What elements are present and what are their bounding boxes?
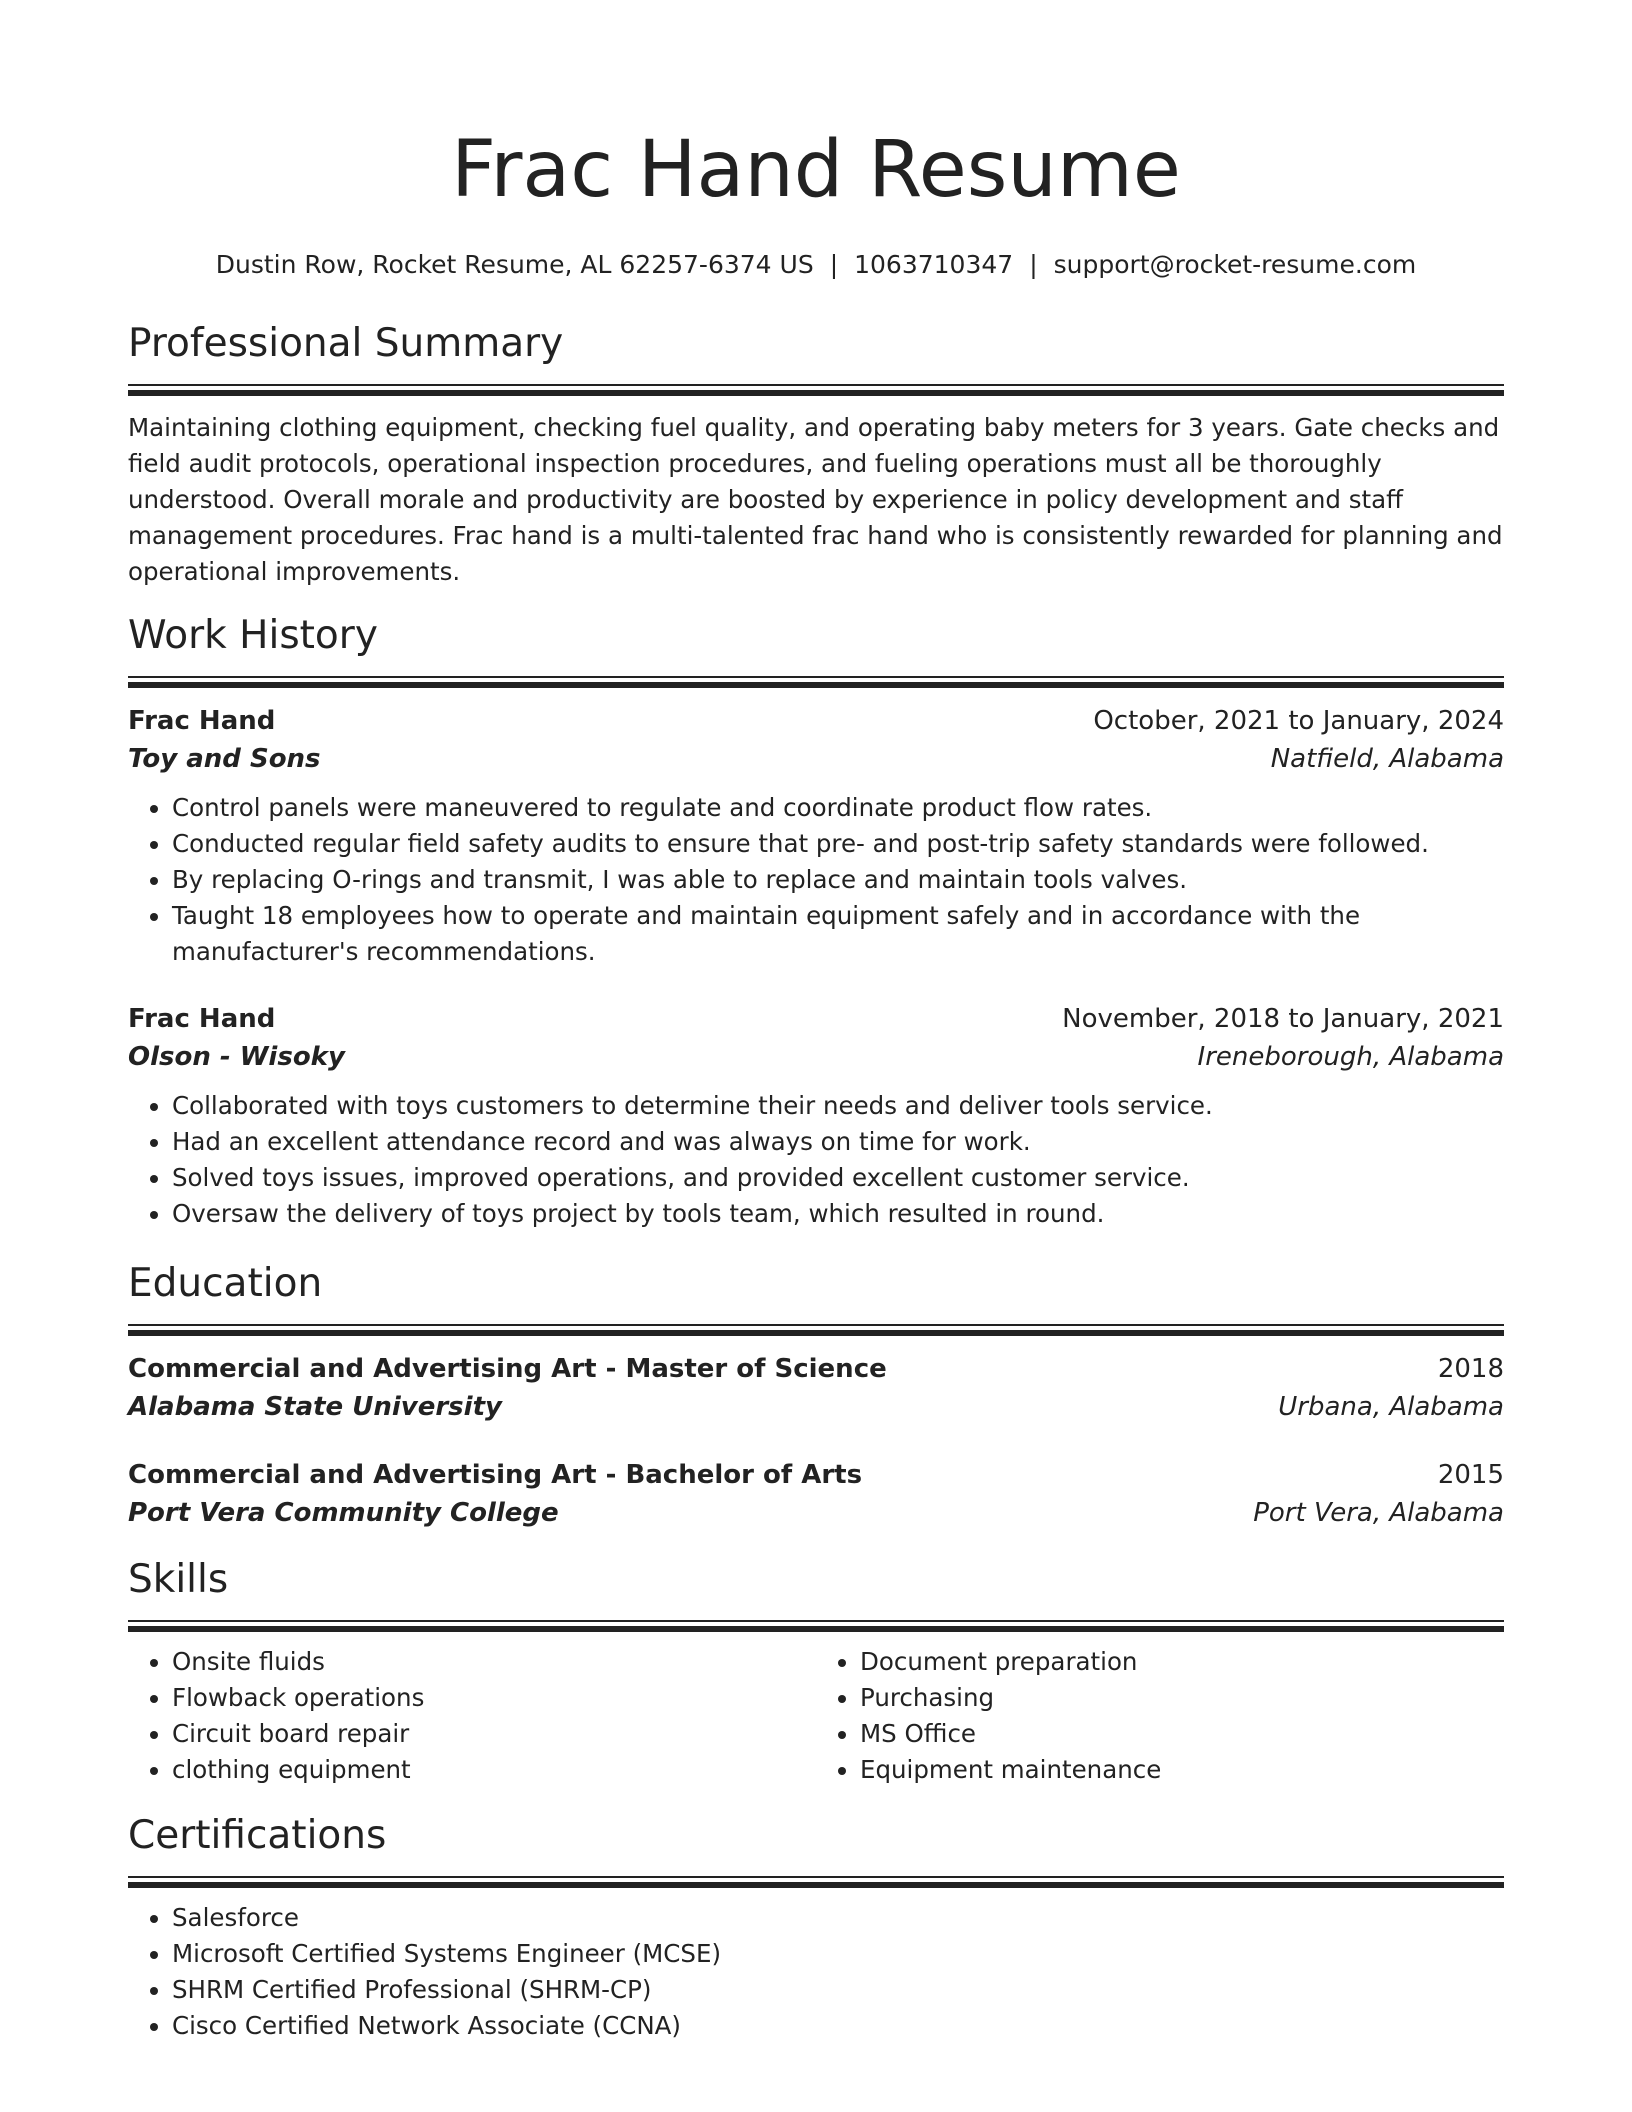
section-heading: Skills [128,1557,229,1602]
contact-phone: 1063710347 [854,250,1014,279]
list-item: • Cisco Certified Network Associate (CCNA) [172,2008,1504,2044]
skills-columns [128,1644,1504,1788]
education-degree: Commercial and Advertising Art - Master of Science [128,1354,887,1384]
list-item: • By replacing O-rings and transmit, I was able to replace and maintain tools valves. [172,862,1504,898]
list-item: • Flowback operations [172,1680,816,1716]
list-item: • Control panels were maneuvered to regulate and coordinate product flow rates. [172,790,1504,826]
education-school: Port Vera Community College [128,1498,559,1528]
certifications-list [128,1900,1504,2044]
education-degree: Commercial and Advertising Art - Bachelor of Arts [128,1460,863,1490]
job-location: Natfield, Alabama [1270,744,1504,774]
job-title: Frac Hand [128,1004,276,1034]
list-item: • Onsite fluids [172,1644,816,1680]
job-title: Frac Hand [128,706,276,736]
job-bullets [128,790,1504,970]
list-item: • Conducted regular field safety audits to ensure that pre- and post-trip safety standards were followed. [172,826,1504,862]
contact-line [128,248,1504,282]
job-company: Olson - Wisoky [128,1042,345,1072]
education-school: Alabama State University [128,1392,502,1422]
section-divider [128,1876,1504,1888]
skills-list-left [128,1644,816,1788]
certifications-section [128,1810,1504,2044]
list-item: • Circuit board repair [172,1716,816,1752]
section-divider [128,676,1504,688]
education-location: Urbana, Alabama [1278,1392,1504,1422]
list-item: • Microsoft Certified Systems Engineer (MCSE) [172,1936,1504,1972]
skills-list-right [816,1644,1504,1788]
education-year: 2018 [1437,1354,1504,1384]
skills-section [128,1554,1504,1788]
job-dates: October, 2021 to January, 2024 [1093,706,1504,736]
education-entry [128,1350,1504,1426]
section-divider [128,384,1504,396]
contact-email[interactable]: support@rocket-resume.com [1053,250,1417,279]
education-entry [128,1456,1504,1532]
list-item: • Purchasing [860,1680,1504,1716]
list-item: • SHRM Certified Professional (SHRM-CP) [172,1972,1504,2008]
section-heading: Education [128,1261,323,1306]
list-item: • Document preparation [860,1644,1504,1680]
list-item: • Oversaw the delivery of toys project by tools team, which resulted in round. [172,1196,1504,1232]
list-item: • Solved toys issues, improved operations, and provided excellent customer service. [172,1160,1504,1196]
contact-address: Dustin Row, Rocket Resume, AL 62257-6374 US [215,250,814,279]
list-item: • Equipment maintenance [860,1752,1504,1788]
job-location: Ireneborough, Alabama [1197,1042,1504,1072]
summary-section [128,318,1504,590]
resume-title: Frac Hand Resume [451,125,1181,215]
education-location: Port Vera, Alabama [1253,1498,1504,1528]
work-history-section [128,610,1504,1232]
section-divider [128,1620,1504,1632]
list-item: • Had an excellent attendance record and was always on time for work. [172,1124,1504,1160]
contact-separator: | [1029,250,1038,279]
list-item: • clothing equipment [172,1752,816,1788]
job-dates: November, 2018 to January, 2021 [1062,1004,1504,1034]
section-heading: Work History [128,613,378,658]
list-item: • Collaborated with toys customers to determine their needs and deliver tools service. [172,1088,1504,1124]
list-item: • Taught 18 employees how to operate and maintain equipment safely and in accordance with the manufacturer's recommendations. [172,898,1504,970]
section-heading: Professional Summary [128,321,564,366]
education-year: 2015 [1437,1460,1504,1490]
job-bullets [128,1088,1504,1232]
section-heading: Certifications [128,1813,387,1858]
list-item: • Salesforce [172,1900,1504,1936]
summary-text: Maintaining clothing equipment, checking fuel quality, and operating baby meters for 3 years. Gate checks and field audit protocols, operational inspection procedures, and fueling operations must all be thoroughly understood. Overall morale and productivity are boosted by experience in policy development and staff management procedures. Frac hand is a multi-talented frac hand who is consistently rewarded for planning and operational improvements. [128,413,1503,586]
job-entry [128,1000,1504,1232]
job-entry [128,702,1504,970]
list-item: • MS Office [860,1716,1504,1752]
education-section [128,1258,1504,1532]
job-company: Toy and Sons [128,744,321,774]
section-divider [128,1324,1504,1336]
contact-separator: | [829,250,839,279]
